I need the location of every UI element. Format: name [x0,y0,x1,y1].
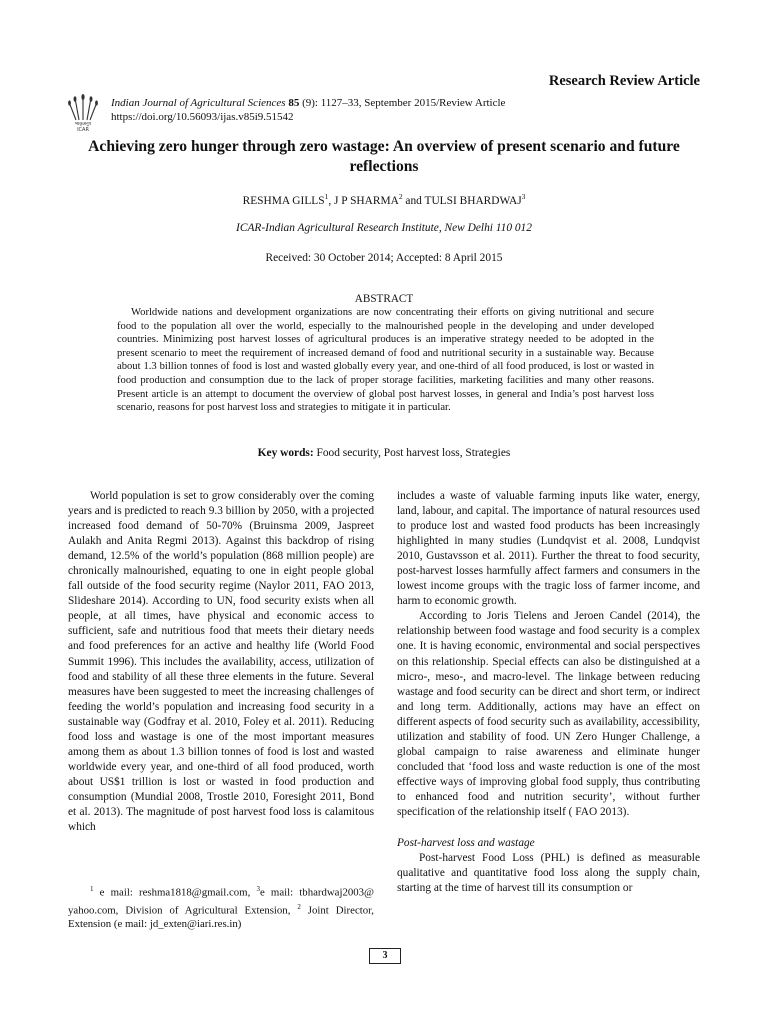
icar-logo-icon [66,92,100,132]
body-column-right [397,489,700,896]
received-dates: Received: 30 October 2014; Accepted: 8 April 2015 [265,252,503,264]
body-column-left [68,489,374,835]
journal-name: Indian Journal of Agricultural Sciences [111,97,286,109]
page-number: 3 [369,948,401,964]
logo-script: भाकृअनुप [74,122,92,127]
article-title: Achieving zero hunger through zero wastage: An overview of present scenario and future reflections [88,138,680,175]
author-name: RESHMA GILLS [242,194,325,207]
body-paragraph: Post-harvest Food Loss (PHL) is defined as measurable qualitative and quantitative food loss along the supply chain, starting at the time of harvest till its consumption or [397,852,700,895]
author-sup: 2 [398,192,403,201]
article-type: Research Review Article [548,73,700,89]
author-sup: 3 [521,192,526,201]
author-sup: 1 [324,192,329,201]
journal-volume: 85 [288,97,300,109]
section-heading: Post-harvest loss and wastage [397,837,535,850]
logo-text: ICAR [77,127,89,132]
doi-link[interactable]: https://doi.org/10.56093/ijas.v85i9.51542 [111,111,294,123]
abstract-text: Worldwide nations and development organizations are now concentrating their efforts on giving nutritional and secure food to the population all over the world, especially to the malnourished people in the developing and under developed countries. Minimizing post harvest losses of agricultural produces is an imperative strategy needed to be adopted in the present scenario to meet the requirement of increased demand of food and nutritional security in a sustainable way. Because about 1.3 billion tonnes of food is lost and wasted globally every year, and one-third of all food produced, is lost or wasted in food production and consumption due to the lack of proper storage facilities, marketing facilities and many other reasons. Present article is an attempt to document the overview of global post harvest losses, in general and India’s post harvest loss scenario, reasons for post harvest loss and strategies to mitigate it in particular. [117,307,654,414]
affiliation: ICAR-Indian Agricultural Research Institute, New Delhi 110 012 [236,222,532,234]
footnote: $^1$ e mail: reshma1818@gmail.com, $^3$e mail: tbhardwaj2003@ yahoo.com, Division of Agricultural Extension, $^2$ Joint Director, Extension (e mail: jd_exten@iari.res.in) [68,885,374,931]
keywords-list: Food security, Post harvest loss, Strategies [313,447,511,459]
author-name: TULSI BHARDWAJ [424,194,522,207]
body-paragraph: According to Joris Tielens and Jeroen Candel (2014), the relationship between food wastage and food security is a complex one. It is having economic, environmental and social perspectives on this relationship. Special effects can also be distinguished at a micro-, meso-, and macro-level. The linkage between reducing wastage and food security can be direct and short term, or indirect and long term. Additionally, actions may have an effect on different aspects of food security such as availability, accessibility, utilization and stability of food. UN Zero Hunger Challenge, a global campaign to raise awareness and eliminate hunger concluded that ‘food loss and waste reduction is one of the most effective ways of improving global food supply, thus contributing to enhanced food and nutrition security’, without further specification of the relationship itself ( FAO 2013). [397,610,700,818]
author-name: J P SHARMA [334,194,399,207]
authors: RESHMA GILLS$^1$, J P SHARMA$^2$ and TULSI BHARDWAJ$^3$ [242,192,526,207]
body-paragraph: World population is set to grow considerably over the coming years and is predicted to reach 9.3 billion by 2050, with a projected increased food demand of 50-70% (Bruinsma 2009, Jaspreet Aulakh and Anita Regmi 2013). Against this backdrop of rising demand, 12.5% of the world’s population (868 million people) are chronically malnourished, equating to one in eight people global fall outside of the food security regime (Naylor 2011, FAO 2013, Slideshare 2014). According to UN, food security exists when all people, at all times, have physical and economic access to sufficient, safe and nutritious food that meets their dietary needs and food preferences for an active and healthy life (World Food Summit 1996). This includes the availability, access, utilization of food and stability of all these three elements in the future. Several measures have been suggested to meet the increasing challenges of feeding the world’s population and increasing food security in a sustainable way (Godfray et al. 2010, Foley et al. 2011). Reducing food loss and wastage is one of the most important measures among them as about 1.3 billion tonnes of food is lost and wasted worldwide every year, and one-third of all food produced, worth about US$1 trillion is lost or wasted in food production and consumption (Mundial 2008, Trostle 2010, Foresight 2011, Bond et al. 2013). The magnitude of post harvest food loss is calamitous which [68,490,374,834]
keywords-label: Key words: [257,447,314,459]
journal-issue-pages: (9): 1127–33, September 2015/Review Article [299,97,506,109]
keywords [60,447,708,459]
journal-citation [111,96,671,124]
abstract-heading: ABSTRACT [354,293,414,305]
body-paragraph: includes a waste of valuable farming inputs like water, energy, land, labour, and capital. The importance of natural resources used to produce lost and wasted food products has been increasingly highlighted in many studies (Lundqvist et al. 2008, Lundqvist 2010, Gustavsson et al. 2011). Further the threat to food security, post-harvest losses harmfully affect farmers and consumers in the lowest income groups with the tragic loss of farmer income, and harm to economic growth. [397,490,700,608]
